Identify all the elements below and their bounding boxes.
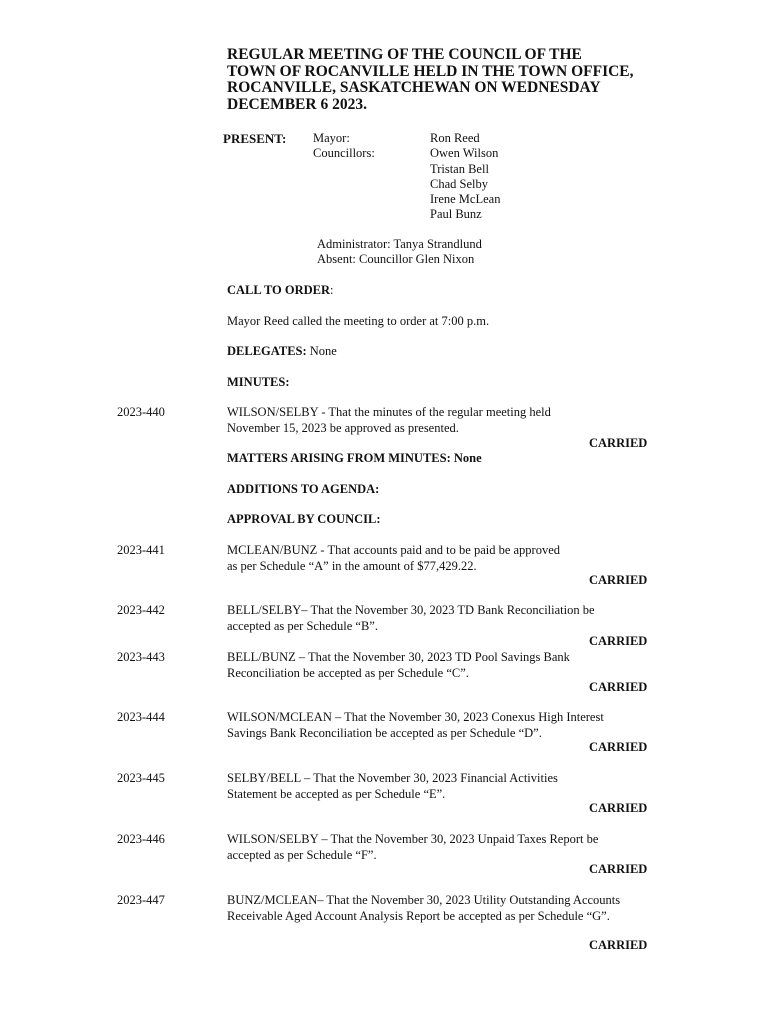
motion-line: BUNZ/MCLEAN– That the November 30, 2023 Utility Outstanding Accounts: [227, 893, 621, 907]
title-line: ROCANVILLE, SASKATCHEWAN ON WEDNESDAY: [227, 79, 601, 96]
motion-line: Statement be accepted as per Schedule “E”.: [227, 786, 446, 801]
motion-number: 2023-440: [117, 405, 165, 419]
motion-line: MCLEAN/BUNZ - That accounts paid and to be paid be approved: [227, 543, 561, 557]
motion-text: [227, 603, 717, 634]
attendee-name: Irene McLean: [430, 192, 501, 207]
motion-text: [227, 650, 717, 681]
motion-number: 2023-442: [117, 603, 165, 617]
attendee-name: Ron Reed: [430, 131, 480, 145]
motion-line: WILSON/SELBY – That the November 30, 2023 Unpaid Taxes Report be: [227, 832, 599, 846]
carried-label: CARRIED: [589, 573, 648, 587]
call-to-order-heading: [227, 283, 334, 298]
present-label: PRESENT:: [223, 131, 287, 146]
motion-number: 2023-444: [117, 710, 165, 724]
motion-line: accepted as per Schedule “B”.: [227, 618, 378, 633]
motion-line: BELL/BUNZ – That the November 30, 2023 TD Pool Savings Bank: [227, 650, 570, 664]
role-mayor: Mayor:: [313, 131, 350, 145]
attendee-name: Owen Wilson: [430, 146, 499, 161]
present-names: [430, 131, 500, 223]
carried-label: CARRIED: [589, 680, 648, 694]
carried-label: CARRIED: [589, 436, 648, 450]
call-to-order-colon: :: [330, 283, 334, 297]
delegates-line: [227, 344, 337, 359]
carried-label: CARRIED: [589, 740, 648, 754]
motion-line: BELL/SELBY– That the November 30, 2023 TD Bank Reconciliation be: [227, 603, 595, 617]
attendee-name: Paul Bunz: [430, 207, 482, 222]
carried-label: CARRIED: [589, 938, 648, 952]
absent-line: Absent: Councillor Glen Nixon: [317, 252, 475, 267]
motion-text: [227, 771, 717, 802]
carried-label: CARRIED: [589, 801, 648, 815]
motion-line: accepted as per Schedule “F”.: [227, 847, 377, 862]
additions-heading: ADDITIONS TO AGENDA:: [227, 482, 380, 496]
approval-heading: APPROVAL BY COUNCIL:: [227, 512, 381, 526]
matters-arising-heading: MATTERS ARISING FROM MINUTES: None: [227, 451, 482, 465]
motion-text: [227, 710, 717, 741]
title-line: REGULAR MEETING OF THE COUNCIL OF THE: [227, 46, 582, 63]
delegates-label: DELEGATES:: [227, 344, 307, 358]
title-line: DECEMBER 6 2023.: [227, 95, 367, 113]
motion-text: [227, 893, 717, 924]
present-roles: [313, 131, 375, 162]
carried-label: CARRIED: [589, 634, 648, 648]
attendee-name: Tristan Bell: [430, 161, 489, 176]
motion-text: [227, 405, 717, 436]
motion-number: 2023-447: [117, 893, 165, 907]
carried-label: CARRIED: [589, 862, 648, 876]
call-to-order-label: CALL TO ORDER: [227, 283, 331, 297]
administrator-line: Administrator: Tanya Strandlund: [317, 237, 482, 251]
title-line: TOWN OF ROCANVILLE HELD IN THE TOWN OFFICE,: [227, 62, 634, 80]
motion-text: [227, 543, 717, 574]
motion-number: 2023-446: [117, 832, 165, 846]
delegates-value: None: [306, 344, 337, 358]
motion-line: November 15, 2023 be approved as presented.: [227, 420, 459, 435]
admin-block: [317, 237, 482, 268]
document-title: [227, 47, 697, 113]
role-councillors: Councillors:: [313, 146, 375, 161]
motion-line: WILSON/SELBY - That the minutes of the regular meeting held: [227, 405, 551, 419]
motion-number: 2023-445: [117, 771, 165, 785]
motion-line: WILSON/MCLEAN – That the November 30, 2023 Conexus High Interest: [227, 710, 604, 724]
motion-line: Reconciliation be accepted as per Schedule “C”.: [227, 665, 469, 680]
motion-text: [227, 832, 717, 863]
motion-number: 2023-443: [117, 650, 165, 664]
motion-line: Savings Bank Reconciliation be accepted as per Schedule “D”.: [227, 725, 542, 740]
attendee-name: Chad Selby: [430, 176, 488, 191]
motion-number: 2023-441: [117, 543, 165, 557]
motion-line: as per Schedule “A” in the amount of $77,429.22.: [227, 558, 477, 573]
motion-line: Receivable Aged Account Analysis Report be accepted as per Schedule “G”.: [227, 908, 610, 923]
motion-line: SELBY/BELL – That the November 30, 2023 Financial Activities: [227, 771, 558, 785]
call-to-order-text: Mayor Reed called the meeting to order at 7:00 p.m.: [227, 314, 490, 328]
minutes-heading: MINUTES:: [227, 375, 290, 389]
